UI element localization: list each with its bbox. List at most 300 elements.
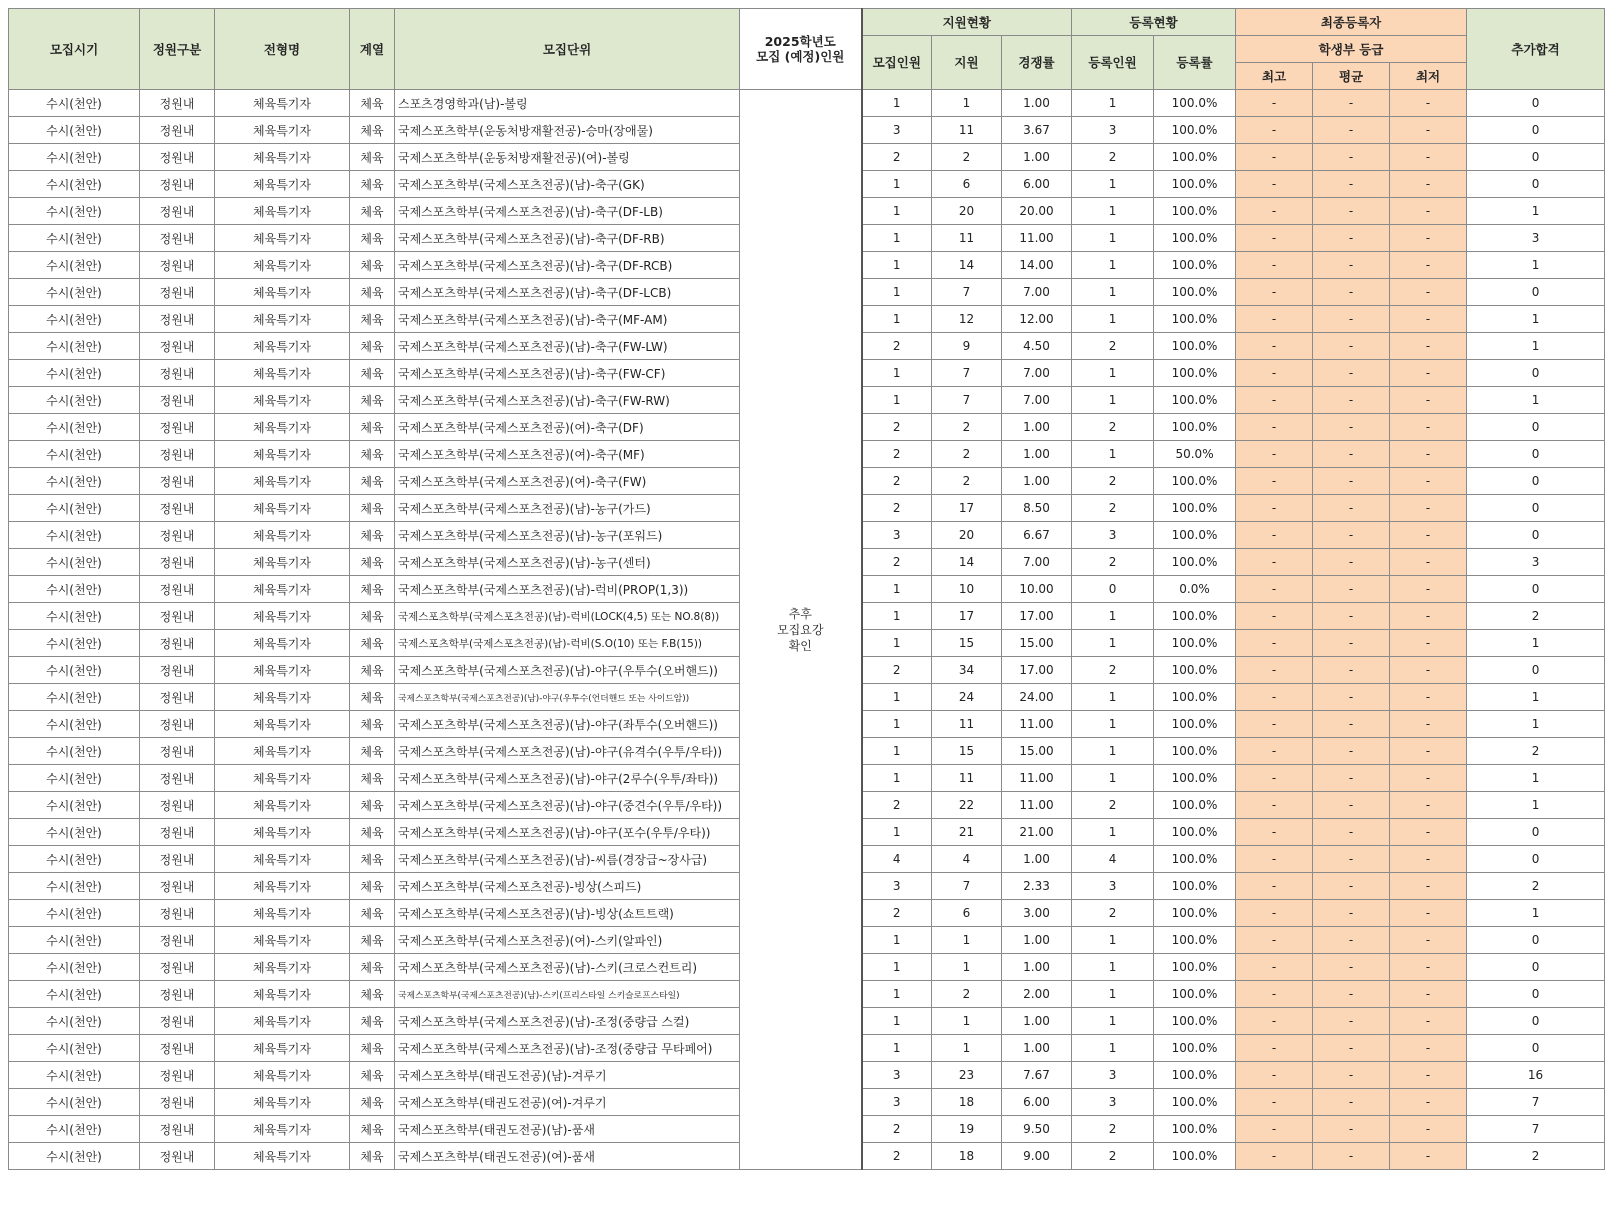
row-registration-rate[interactable]: 100.0% [1154, 819, 1236, 846]
row-period[interactable]: 수시(천안) [9, 522, 140, 549]
row-applicants[interactable]: 18 [932, 1089, 1002, 1116]
row-track[interactable]: 체육 [350, 657, 395, 684]
row-grade-highest[interactable]: - [1236, 198, 1313, 225]
row-grade-lowest[interactable]: - [1390, 576, 1467, 603]
row-grade-lowest[interactable]: - [1390, 657, 1467, 684]
row-registered[interactable]: 3 [1072, 1089, 1154, 1116]
row-unit[interactable]: 국제스포츠학부(국제스포츠전공)(남)-야구(좌투수(오버핸드)) [395, 711, 740, 738]
row-grade-highest[interactable]: - [1236, 981, 1313, 1008]
row-unit[interactable]: 국제스포츠학부(운동처방재활전공)-승마(장애물) [395, 117, 740, 144]
row-grade-average[interactable]: - [1313, 144, 1390, 171]
row-grade-average[interactable]: - [1313, 1116, 1390, 1143]
row-admission-type[interactable]: 체육특기자 [215, 117, 350, 144]
row-additional-pass[interactable]: 2 [1467, 603, 1605, 630]
row-applicants[interactable]: 20 [932, 198, 1002, 225]
row-additional-pass[interactable]: 16 [1467, 1062, 1605, 1089]
row-applicants[interactable]: 20 [932, 522, 1002, 549]
row-unit[interactable]: 국제스포츠학부(국제스포츠전공)(남)-농구(포워드) [395, 522, 740, 549]
row-grade-lowest[interactable]: - [1390, 441, 1467, 468]
row-period[interactable]: 수시(천안) [9, 468, 140, 495]
row-grade-lowest[interactable]: - [1390, 981, 1467, 1008]
row-track[interactable]: 체육 [350, 117, 395, 144]
row-quota-type[interactable]: 정원내 [140, 306, 215, 333]
row-registered[interactable]: 2 [1072, 1116, 1154, 1143]
row-registration-rate[interactable]: 100.0% [1154, 225, 1236, 252]
row-grade-average[interactable]: - [1313, 765, 1390, 792]
row-additional-pass[interactable]: 0 [1467, 1008, 1605, 1035]
row-grade-lowest[interactable]: - [1390, 1062, 1467, 1089]
row-quota-type[interactable]: 정원내 [140, 225, 215, 252]
row-registered[interactable]: 1 [1072, 441, 1154, 468]
row-grade-highest[interactable]: - [1236, 927, 1313, 954]
row-competition[interactable]: 1.00 [1002, 1008, 1072, 1035]
row-track[interactable]: 체육 [350, 279, 395, 306]
row-applicants[interactable]: 22 [932, 792, 1002, 819]
row-competition[interactable]: 10.00 [1002, 576, 1072, 603]
row-applicants[interactable]: 7 [932, 360, 1002, 387]
header-registered[interactable]: 등록인원 [1072, 36, 1154, 90]
row-competition[interactable]: 7.00 [1002, 387, 1072, 414]
row-additional-pass[interactable]: 0 [1467, 846, 1605, 873]
row-grade-lowest[interactable]: - [1390, 225, 1467, 252]
row-grade-average[interactable]: - [1313, 1035, 1390, 1062]
row-competition[interactable]: 8.50 [1002, 495, 1072, 522]
row-registered[interactable]: 1 [1072, 360, 1154, 387]
row-applicants[interactable]: 11 [932, 711, 1002, 738]
row-additional-pass[interactable]: 0 [1467, 495, 1605, 522]
row-admission-type[interactable]: 체육특기자 [215, 441, 350, 468]
row-additional-pass[interactable]: 0 [1467, 360, 1605, 387]
row-registered[interactable]: 1 [1072, 954, 1154, 981]
row-registration-rate[interactable]: 100.0% [1154, 252, 1236, 279]
row-track[interactable]: 체육 [350, 90, 395, 117]
row-additional-pass[interactable]: 0 [1467, 414, 1605, 441]
row-competition[interactable]: 11.00 [1002, 225, 1072, 252]
row-unit[interactable]: 국제스포츠학부(태권도전공)(남)-겨루기 [395, 1062, 740, 1089]
row-registration-rate[interactable]: 100.0% [1154, 117, 1236, 144]
row-period[interactable]: 수시(천안) [9, 1143, 140, 1170]
header-unit[interactable]: 모집단위 [395, 9, 740, 90]
row-period[interactable]: 수시(천안) [9, 900, 140, 927]
header-applications[interactable]: 지원현황 [862, 9, 1072, 36]
row-unit[interactable]: 국제스포츠학부(국제스포츠전공)(여)-축구(DF) [395, 414, 740, 441]
row-admission-type[interactable]: 체육특기자 [215, 360, 350, 387]
row-grade-highest[interactable]: - [1236, 657, 1313, 684]
row-applicants[interactable]: 15 [932, 738, 1002, 765]
row-grade-highest[interactable]: - [1236, 1008, 1313, 1035]
row-recruit[interactable]: 1 [862, 927, 932, 954]
row-grade-average[interactable]: - [1313, 1089, 1390, 1116]
row-registration-rate[interactable]: 100.0% [1154, 927, 1236, 954]
row-grade-average[interactable]: - [1313, 252, 1390, 279]
row-additional-pass[interactable]: 1 [1467, 765, 1605, 792]
row-registered[interactable]: 2 [1072, 468, 1154, 495]
row-registration-rate[interactable]: 100.0% [1154, 1062, 1236, 1089]
row-applicants[interactable]: 7 [932, 873, 1002, 900]
row-additional-pass[interactable]: 1 [1467, 684, 1605, 711]
row-competition[interactable]: 11.00 [1002, 792, 1072, 819]
row-grade-average[interactable]: - [1313, 198, 1390, 225]
row-additional-pass[interactable]: 2 [1467, 873, 1605, 900]
row-grade-lowest[interactable]: - [1390, 90, 1467, 117]
row-registration-rate[interactable]: 100.0% [1154, 630, 1236, 657]
row-admission-type[interactable]: 체육특기자 [215, 495, 350, 522]
row-applicants[interactable]: 1 [932, 927, 1002, 954]
row-period[interactable]: 수시(천안) [9, 684, 140, 711]
row-recruit[interactable]: 1 [862, 360, 932, 387]
row-admission-type[interactable]: 체육특기자 [215, 225, 350, 252]
row-registered[interactable]: 1 [1072, 90, 1154, 117]
row-registered[interactable]: 1 [1072, 738, 1154, 765]
row-competition[interactable]: 7.00 [1002, 360, 1072, 387]
row-applicants[interactable]: 2 [932, 981, 1002, 1008]
row-quota-type[interactable]: 정원내 [140, 333, 215, 360]
row-applicants[interactable]: 2 [932, 441, 1002, 468]
row-track[interactable]: 체육 [350, 387, 395, 414]
row-admission-type[interactable]: 체육특기자 [215, 711, 350, 738]
row-registration-rate[interactable]: 100.0% [1154, 981, 1236, 1008]
row-applicants[interactable]: 1 [932, 954, 1002, 981]
row-track[interactable]: 체육 [350, 792, 395, 819]
row-additional-pass[interactable]: 0 [1467, 90, 1605, 117]
row-grade-highest[interactable]: - [1236, 279, 1313, 306]
row-period[interactable]: 수시(천안) [9, 1116, 140, 1143]
row-quota-type[interactable]: 정원내 [140, 144, 215, 171]
row-applicants[interactable]: 34 [932, 657, 1002, 684]
row-registration-rate[interactable]: 100.0% [1154, 522, 1236, 549]
row-unit[interactable]: 국제스포츠학부(국제스포츠전공)(남)-축구(DF-RB) [395, 225, 740, 252]
row-quota-type[interactable]: 정원내 [140, 495, 215, 522]
row-grade-lowest[interactable]: - [1390, 900, 1467, 927]
row-registration-rate[interactable]: 100.0% [1154, 738, 1236, 765]
row-grade-average[interactable]: - [1313, 306, 1390, 333]
row-registration-rate[interactable]: 100.0% [1154, 1008, 1236, 1035]
row-recruit[interactable]: 1 [862, 225, 932, 252]
row-grade-highest[interactable]: - [1236, 117, 1313, 144]
row-registered[interactable]: 1 [1072, 981, 1154, 1008]
row-competition[interactable]: 6.67 [1002, 522, 1072, 549]
row-registration-rate[interactable]: 100.0% [1154, 765, 1236, 792]
row-grade-highest[interactable]: - [1236, 144, 1313, 171]
row-period[interactable]: 수시(천안) [9, 630, 140, 657]
row-unit[interactable]: 국제스포츠학부(국제스포츠전공)(남)-축구(DF-LB) [395, 198, 740, 225]
row-grade-lowest[interactable]: - [1390, 252, 1467, 279]
row-recruit[interactable]: 1 [862, 576, 932, 603]
row-quota-type[interactable]: 정원내 [140, 549, 215, 576]
row-unit[interactable]: 국제스포츠학부(국제스포츠전공)(남)-야구(유격수(우투/우타)) [395, 738, 740, 765]
row-competition[interactable]: 1.00 [1002, 1035, 1072, 1062]
row-quota-type[interactable]: 정원내 [140, 927, 215, 954]
header-applicants[interactable]: 지원 [932, 36, 1002, 90]
row-grade-average[interactable]: - [1313, 981, 1390, 1008]
row-grade-highest[interactable]: - [1236, 306, 1313, 333]
row-additional-pass[interactable]: 1 [1467, 387, 1605, 414]
row-quota-type[interactable]: 정원내 [140, 279, 215, 306]
row-quota-type[interactable]: 정원내 [140, 954, 215, 981]
row-registration-rate[interactable]: 100.0% [1154, 954, 1236, 981]
row-unit[interactable]: 국제스포츠학부(국제스포츠전공)(남)-야구(우투수(오버핸드)) [395, 657, 740, 684]
row-registered[interactable]: 1 [1072, 1035, 1154, 1062]
row-grade-lowest[interactable]: - [1390, 387, 1467, 414]
row-applicants[interactable]: 2 [932, 144, 1002, 171]
row-grade-average[interactable]: - [1313, 522, 1390, 549]
row-quota-type[interactable]: 정원내 [140, 630, 215, 657]
row-grade-average[interactable]: - [1313, 495, 1390, 522]
row-quota-type[interactable]: 정원내 [140, 1035, 215, 1062]
row-period[interactable]: 수시(천안) [9, 765, 140, 792]
row-track[interactable]: 체육 [350, 1035, 395, 1062]
row-recruit[interactable]: 2 [862, 414, 932, 441]
row-track[interactable]: 체육 [350, 171, 395, 198]
row-applicants[interactable]: 11 [932, 765, 1002, 792]
row-applicants[interactable]: 18 [932, 1143, 1002, 1170]
row-grade-lowest[interactable]: - [1390, 711, 1467, 738]
row-registered[interactable]: 1 [1072, 1008, 1154, 1035]
row-recruit[interactable]: 3 [862, 1089, 932, 1116]
row-admission-type[interactable]: 체육특기자 [215, 1035, 350, 1062]
row-registration-rate[interactable]: 100.0% [1154, 1089, 1236, 1116]
row-period[interactable]: 수시(천안) [9, 927, 140, 954]
row-grade-average[interactable]: - [1313, 630, 1390, 657]
row-quota-type[interactable]: 정원내 [140, 981, 215, 1008]
row-competition[interactable]: 7.67 [1002, 1062, 1072, 1089]
row-grade-highest[interactable]: - [1236, 1062, 1313, 1089]
row-track[interactable]: 체육 [350, 441, 395, 468]
row-admission-type[interactable]: 체육특기자 [215, 522, 350, 549]
row-registered[interactable]: 2 [1072, 495, 1154, 522]
row-additional-pass[interactable]: 1 [1467, 792, 1605, 819]
row-grade-highest[interactable]: - [1236, 90, 1313, 117]
row-grade-highest[interactable]: - [1236, 1143, 1313, 1170]
row-quota-type[interactable]: 정원내 [140, 1008, 215, 1035]
row-grade-highest[interactable]: - [1236, 495, 1313, 522]
row-quota-type[interactable]: 정원내 [140, 684, 215, 711]
row-unit[interactable]: 국제스포츠학부(국제스포츠전공)(남)-야구(2루수(우투/좌타)) [395, 765, 740, 792]
row-competition[interactable]: 4.50 [1002, 333, 1072, 360]
row-grade-lowest[interactable]: - [1390, 468, 1467, 495]
row-grade-lowest[interactable]: - [1390, 1116, 1467, 1143]
row-grade-average[interactable]: - [1313, 684, 1390, 711]
row-admission-type[interactable]: 체육특기자 [215, 198, 350, 225]
row-grade-highest[interactable]: - [1236, 900, 1313, 927]
row-grade-lowest[interactable]: - [1390, 954, 1467, 981]
row-registration-rate[interactable]: 100.0% [1154, 711, 1236, 738]
row-admission-type[interactable]: 체육특기자 [215, 144, 350, 171]
row-additional-pass[interactable]: 0 [1467, 1035, 1605, 1062]
header-competition[interactable]: 경쟁률 [1002, 36, 1072, 90]
row-period[interactable]: 수시(천안) [9, 576, 140, 603]
header-highest[interactable]: 최고 [1236, 63, 1313, 90]
row-unit[interactable]: 국제스포츠학부(국제스포츠전공)(남)-축구(MF-AM) [395, 306, 740, 333]
row-additional-pass[interactable]: 0 [1467, 117, 1605, 144]
row-registration-rate[interactable]: 100.0% [1154, 1035, 1236, 1062]
row-grade-average[interactable]: - [1313, 738, 1390, 765]
row-registration-rate[interactable]: 50.0% [1154, 441, 1236, 468]
row-grade-average[interactable]: - [1313, 792, 1390, 819]
header-recruit[interactable]: 모집인원 [862, 36, 932, 90]
header-student-record-grade[interactable]: 학생부 등급 [1236, 36, 1467, 63]
row-grade-highest[interactable]: - [1236, 873, 1313, 900]
row-period[interactable]: 수시(천안) [9, 279, 140, 306]
row-quota-type[interactable]: 정원내 [140, 90, 215, 117]
row-period[interactable]: 수시(천안) [9, 306, 140, 333]
row-recruit[interactable]: 1 [862, 252, 932, 279]
row-grade-highest[interactable]: - [1236, 441, 1313, 468]
row-recruit[interactable]: 3 [862, 873, 932, 900]
row-unit[interactable]: 국제스포츠학부(국제스포츠전공)(여)-축구(FW) [395, 468, 740, 495]
row-track[interactable]: 체육 [350, 819, 395, 846]
row-grade-average[interactable]: - [1313, 711, 1390, 738]
row-unit[interactable]: 국제스포츠학부(국제스포츠전공)(여)-축구(MF) [395, 441, 740, 468]
row-admission-type[interactable]: 체육특기자 [215, 900, 350, 927]
row-grade-average[interactable]: - [1313, 1008, 1390, 1035]
row-period[interactable]: 수시(천안) [9, 792, 140, 819]
row-recruit[interactable]: 1 [862, 171, 932, 198]
row-competition[interactable]: 1.00 [1002, 414, 1072, 441]
row-recruit[interactable]: 1 [862, 306, 932, 333]
row-registered[interactable]: 1 [1072, 306, 1154, 333]
row-grade-lowest[interactable]: - [1390, 1008, 1467, 1035]
row-unit[interactable]: 국제스포츠학부(국제스포츠전공)(남)-럭비(LOCK(4,5) 또는 NO.8(8)) [395, 603, 740, 630]
header-track[interactable]: 계열 [350, 9, 395, 90]
row-grade-highest[interactable]: - [1236, 1035, 1313, 1062]
row-registration-rate[interactable]: 100.0% [1154, 306, 1236, 333]
row-quota-type[interactable]: 정원내 [140, 819, 215, 846]
row-period[interactable]: 수시(천안) [9, 414, 140, 441]
row-competition[interactable]: 1.00 [1002, 954, 1072, 981]
row-applicants[interactable]: 15 [932, 630, 1002, 657]
row-track[interactable]: 체육 [350, 576, 395, 603]
row-admission-type[interactable]: 체육특기자 [215, 873, 350, 900]
row-admission-type[interactable]: 체육특기자 [215, 387, 350, 414]
row-recruit[interactable]: 1 [862, 981, 932, 1008]
row-registered[interactable]: 1 [1072, 819, 1154, 846]
row-unit[interactable]: 국제스포츠학부(국제스포츠전공)(남)-야구(우투수(언더핸드 또는 사이드암)) [395, 684, 740, 711]
row-registered[interactable]: 2 [1072, 657, 1154, 684]
row-admission-type[interactable]: 체육특기자 [215, 630, 350, 657]
row-unit[interactable]: 국제스포츠학부(국제스포츠전공)(남)-축구(DF-LCB) [395, 279, 740, 306]
row-grade-lowest[interactable]: - [1390, 1143, 1467, 1170]
row-registered[interactable]: 2 [1072, 549, 1154, 576]
row-admission-type[interactable]: 체육특기자 [215, 603, 350, 630]
row-grade-lowest[interactable]: - [1390, 1089, 1467, 1116]
row-admission-type[interactable]: 체육특기자 [215, 171, 350, 198]
row-track[interactable]: 체육 [350, 1062, 395, 1089]
row-grade-average[interactable]: - [1313, 117, 1390, 144]
row-registered[interactable]: 2 [1072, 333, 1154, 360]
row-admission-type[interactable]: 체육특기자 [215, 549, 350, 576]
row-competition[interactable]: 3.00 [1002, 900, 1072, 927]
row-grade-lowest[interactable]: - [1390, 603, 1467, 630]
row-grade-lowest[interactable]: - [1390, 522, 1467, 549]
row-competition[interactable]: 20.00 [1002, 198, 1072, 225]
row-registered[interactable]: 2 [1072, 900, 1154, 927]
row-competition[interactable]: 2.33 [1002, 873, 1072, 900]
row-grade-average[interactable]: - [1313, 927, 1390, 954]
row-period[interactable]: 수시(천안) [9, 738, 140, 765]
row-additional-pass[interactable]: 0 [1467, 522, 1605, 549]
row-competition[interactable]: 1.00 [1002, 90, 1072, 117]
row-grade-average[interactable]: - [1313, 468, 1390, 495]
row-additional-pass[interactable]: 0 [1467, 468, 1605, 495]
row-additional-pass[interactable]: 2 [1467, 1143, 1605, 1170]
row-grade-highest[interactable]: - [1236, 738, 1313, 765]
row-grade-highest[interactable]: - [1236, 1089, 1313, 1116]
row-quota-type[interactable]: 정원내 [140, 171, 215, 198]
row-recruit[interactable]: 1 [862, 819, 932, 846]
row-track[interactable]: 체육 [350, 1008, 395, 1035]
row-additional-pass[interactable]: 0 [1467, 171, 1605, 198]
row-quota-type[interactable]: 정원내 [140, 387, 215, 414]
row-registered[interactable]: 1 [1072, 927, 1154, 954]
row-grade-average[interactable]: - [1313, 549, 1390, 576]
header-admission-type[interactable]: 전형명 [215, 9, 350, 90]
row-admission-type[interactable]: 체육특기자 [215, 414, 350, 441]
row-grade-highest[interactable]: - [1236, 252, 1313, 279]
row-registered[interactable]: 2 [1072, 792, 1154, 819]
row-registration-rate[interactable]: 100.0% [1154, 495, 1236, 522]
row-admission-type[interactable]: 체육특기자 [215, 792, 350, 819]
row-additional-pass[interactable]: 1 [1467, 711, 1605, 738]
row-admission-type[interactable]: 체육특기자 [215, 819, 350, 846]
row-applicants[interactable]: 1 [932, 90, 1002, 117]
row-period[interactable]: 수시(천안) [9, 225, 140, 252]
row-unit[interactable]: 국제스포츠학부(국제스포츠전공)(남)-빙상(쇼트트랙) [395, 900, 740, 927]
row-quota-type[interactable]: 정원내 [140, 1089, 215, 1116]
row-grade-highest[interactable]: - [1236, 711, 1313, 738]
row-admission-type[interactable]: 체육특기자 [215, 252, 350, 279]
row-grade-highest[interactable]: - [1236, 576, 1313, 603]
row-applicants[interactable]: 14 [932, 252, 1002, 279]
row-additional-pass[interactable]: 0 [1467, 279, 1605, 306]
row-quota-type[interactable]: 정원내 [140, 468, 215, 495]
row-applicants[interactable]: 1 [932, 1035, 1002, 1062]
row-applicants[interactable]: 6 [932, 171, 1002, 198]
row-grade-highest[interactable]: - [1236, 522, 1313, 549]
row-registration-rate[interactable]: 100.0% [1154, 333, 1236, 360]
row-period[interactable]: 수시(천안) [9, 873, 140, 900]
row-competition[interactable]: 12.00 [1002, 306, 1072, 333]
row-recruit[interactable]: 1 [862, 630, 932, 657]
header-period[interactable]: 모집시기 [9, 9, 140, 90]
row-admission-type[interactable]: 체육특기자 [215, 738, 350, 765]
row-period[interactable]: 수시(천안) [9, 360, 140, 387]
header-final-registrants[interactable]: 최종등록자 [1236, 9, 1467, 36]
row-grade-average[interactable]: - [1313, 954, 1390, 981]
row-grade-highest[interactable]: - [1236, 549, 1313, 576]
header-lowest[interactable]: 최저 [1390, 63, 1467, 90]
row-registered[interactable]: 1 [1072, 711, 1154, 738]
row-period[interactable]: 수시(천안) [9, 603, 140, 630]
row-recruit[interactable]: 2 [862, 468, 932, 495]
row-registered[interactable]: 1 [1072, 279, 1154, 306]
table-row[interactable] [9, 90, 1605, 117]
row-applicants[interactable]: 17 [932, 495, 1002, 522]
row-period[interactable]: 수시(천안) [9, 1035, 140, 1062]
row-grade-average[interactable]: - [1313, 171, 1390, 198]
row-admission-type[interactable]: 체육특기자 [215, 468, 350, 495]
row-additional-pass[interactable]: 0 [1467, 657, 1605, 684]
row-additional-pass[interactable]: 0 [1467, 927, 1605, 954]
row-period[interactable]: 수시(천안) [9, 549, 140, 576]
row-track[interactable]: 체육 [350, 927, 395, 954]
row-recruit[interactable]: 1 [862, 603, 932, 630]
row-grade-lowest[interactable]: - [1390, 306, 1467, 333]
row-period[interactable]: 수시(천안) [9, 441, 140, 468]
row-track[interactable]: 체육 [350, 603, 395, 630]
row-recruit[interactable]: 1 [862, 765, 932, 792]
row-unit[interactable]: 국제스포츠학부(태권도전공)(남)-품새 [395, 1116, 740, 1143]
